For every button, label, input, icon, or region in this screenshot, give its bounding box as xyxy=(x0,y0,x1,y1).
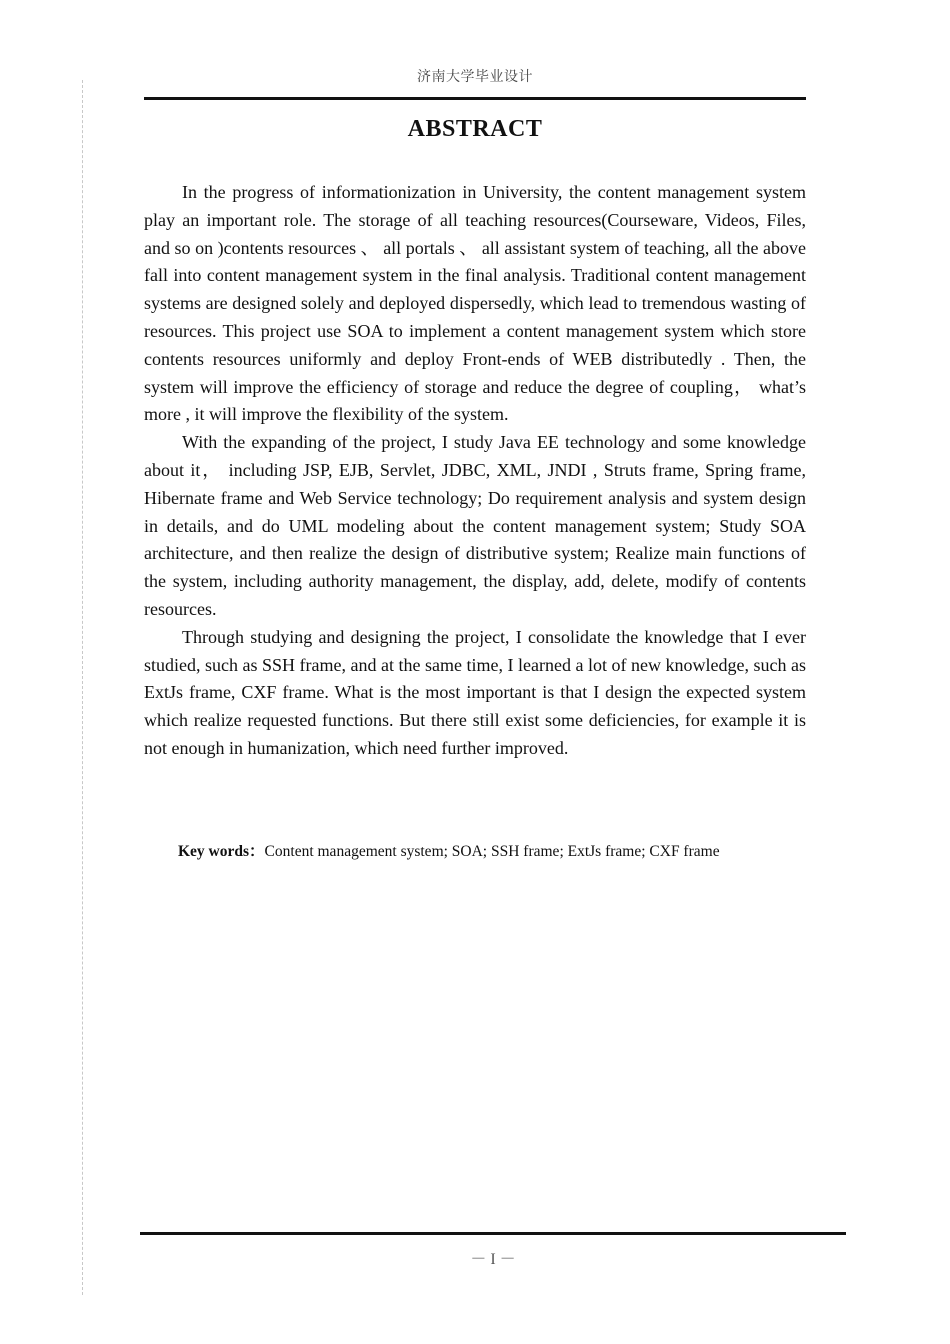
keywords-line xyxy=(178,839,720,861)
binding-margin-line xyxy=(82,80,83,1295)
abstract-paragraph-3: Through studying and designing the project, I consolidate the knowledge that I ever studied, such as SSH frame, and at the same time, I learned a lot of new knowledge, such as ExtJs frame, CXF frame. What is the most important is that I design the expected system which realize requested functions. But there still exist some deficiencies, for example it is not enough in humanization, which need further improved. xyxy=(144,626,806,758)
header-rule xyxy=(144,97,806,100)
abstract-paragraph-1: In the progress of informationization in University, the content management system play an important role. The storage of all teaching resources(Courseware, Videos, Files, and so on )contents resources 、 all portals 、 all assistant system of teaching, all the above fall into content management system in the final analysis. Traditional content management systems are designed solely and deployed dispersedly, which lead to tremendous wasting of resources. This project use SOA to implement a content management system which store contents resources uniformly and deploy Front-ends of WEB distributedly . Then, the system will improve the efficiency of storage and reduce the degree of coupling， what’s more , it will improve the flexibility of the system. xyxy=(144,182,806,425)
abstract-body xyxy=(144,179,806,763)
page-title: ABSTRACT xyxy=(407,116,543,142)
keywords-text: Content management system; SOA; SSH frame; ExtJs frame; CXF frame xyxy=(264,843,720,860)
page-header: 济南大学毕业设计 xyxy=(417,69,533,85)
footer-rule xyxy=(140,1232,846,1235)
abstract-paragraph-2: With the expanding of the project, I study Java EE technology and some knowledge about it， including JSP, EJB, Servlet, JDBC, XML, JNDI , Struts frame, Spring frame, Hibernate frame and Web Service technology; Do requirement analysis and system design in details, and do UML modeling about the content management system; Study SOA architecture, and then realize the design of distributive system; Realize main functions of the system, including authority management, the display, add, delete, modify of contents resources. xyxy=(144,432,806,619)
page-number: － I － xyxy=(470,1251,516,1268)
keywords-label: Key words： xyxy=(178,843,265,860)
